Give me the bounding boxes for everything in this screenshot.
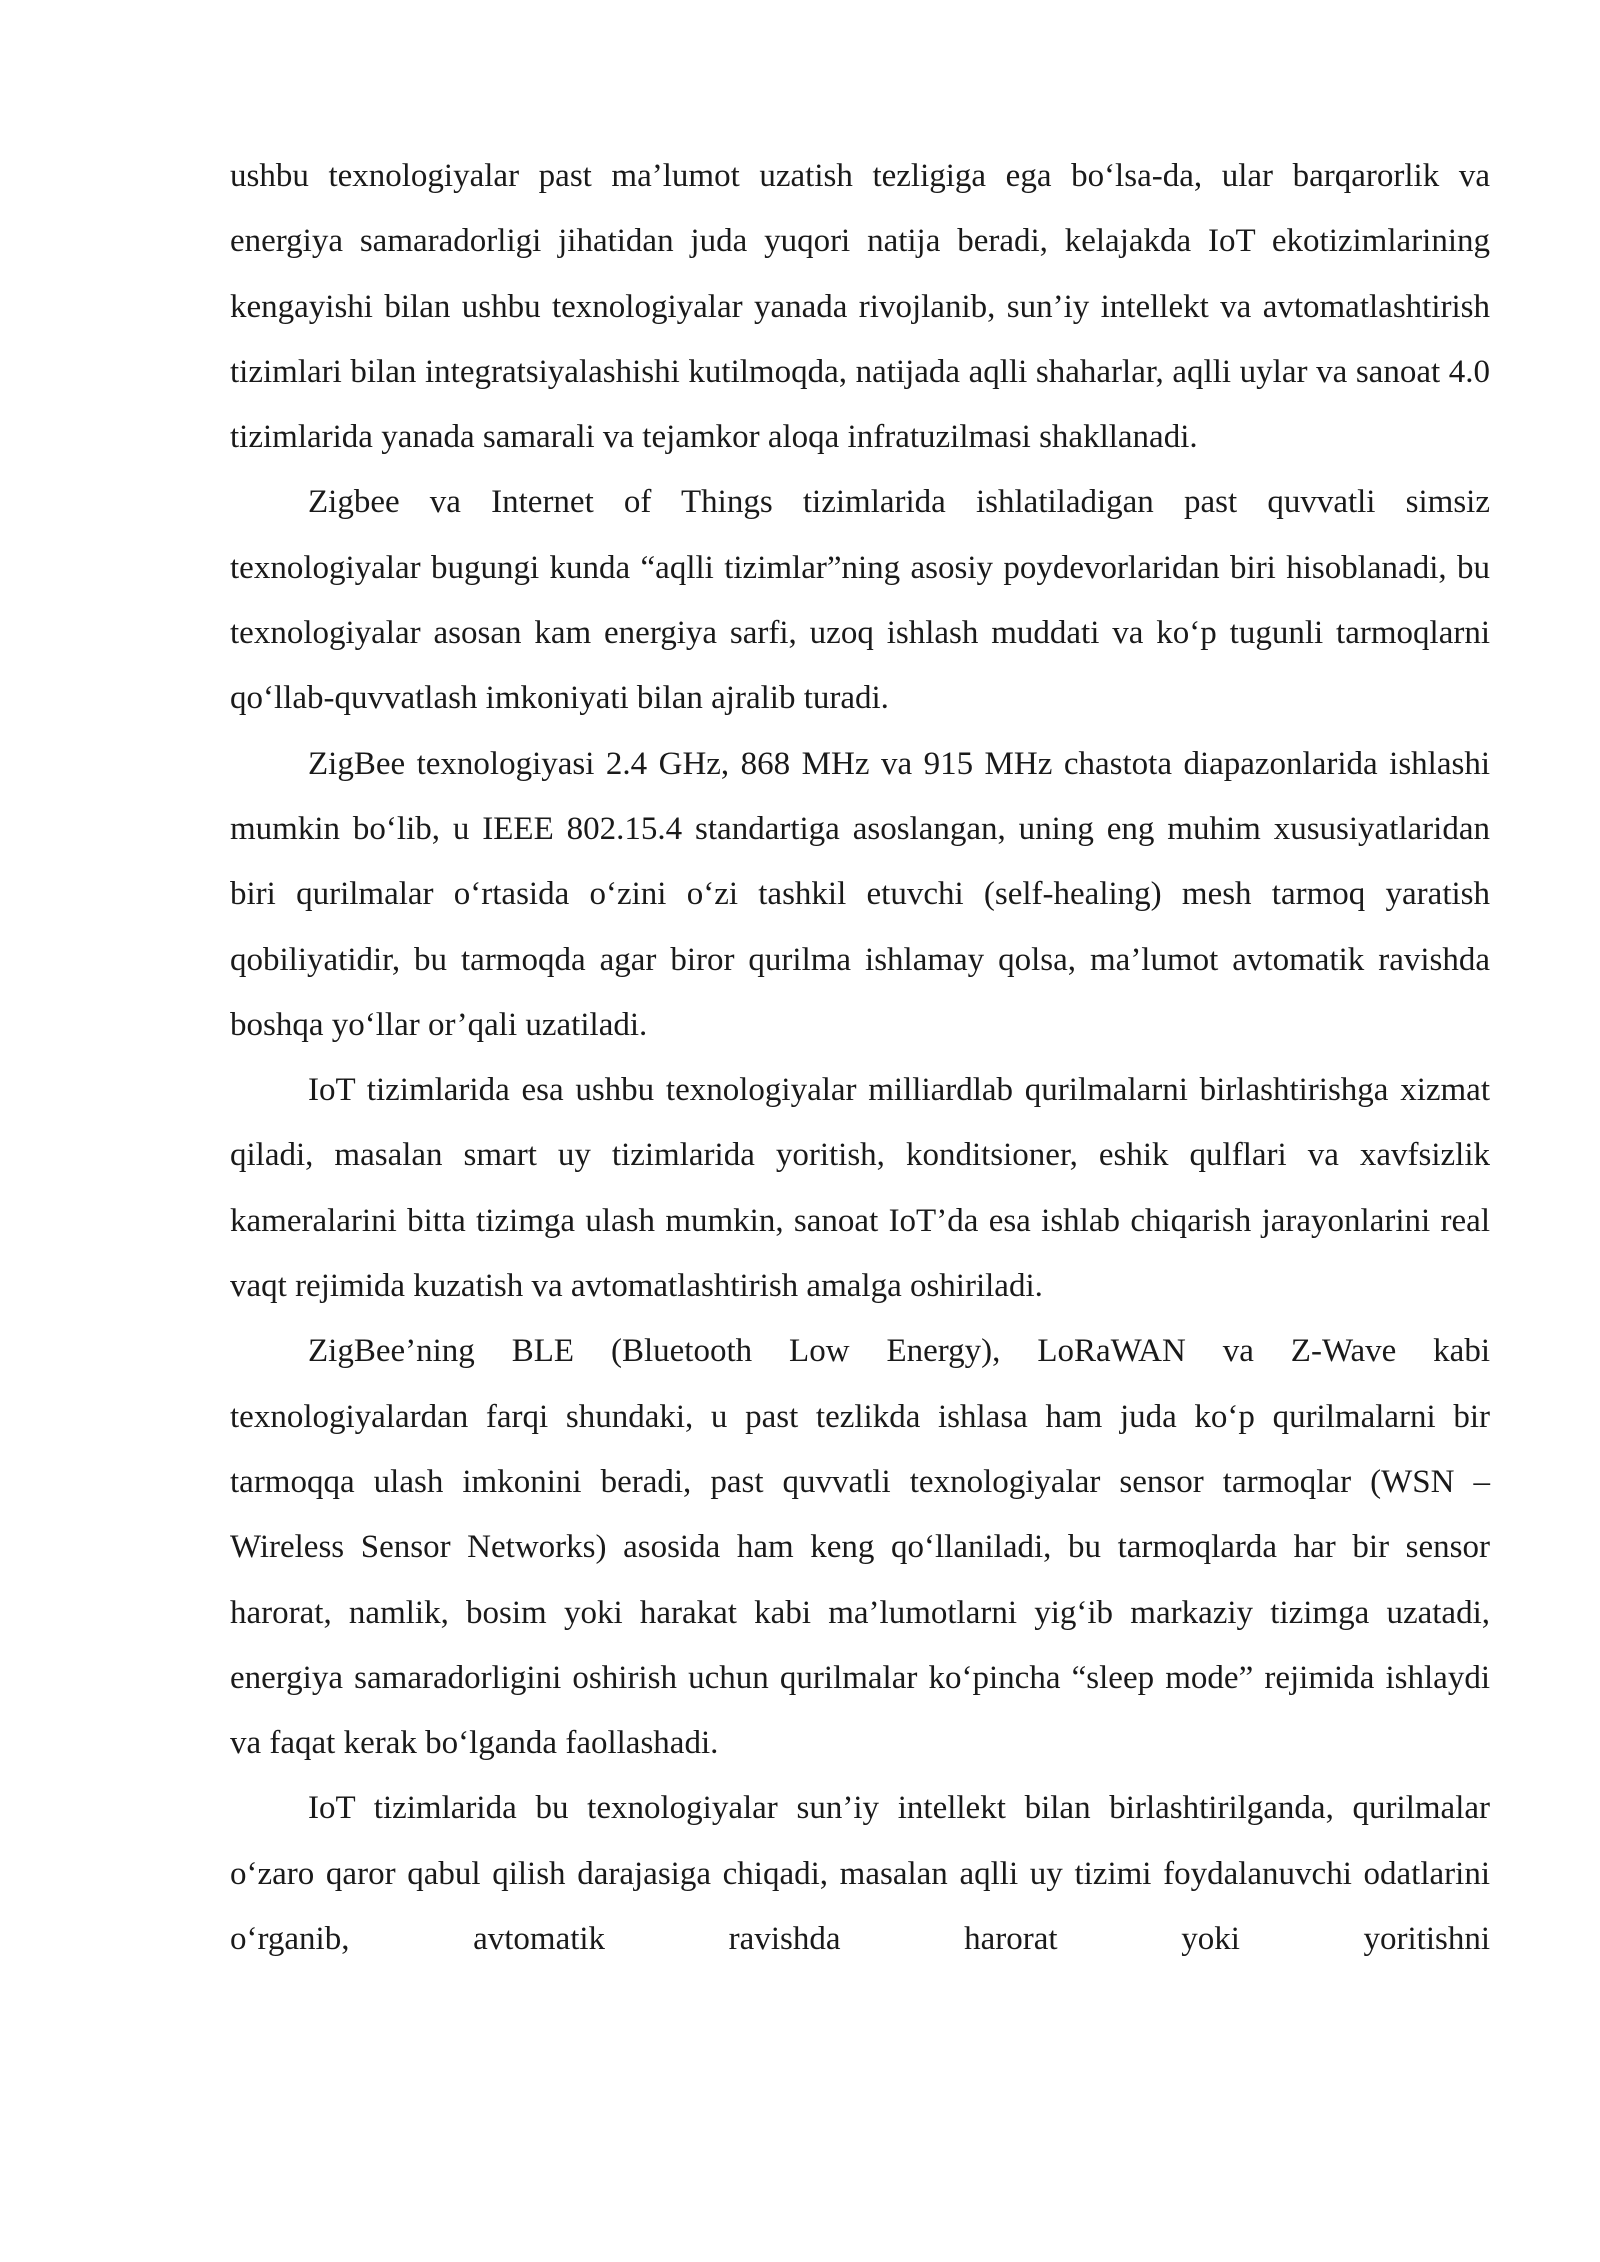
paragraph-6: IoT tizimlarida bu texnologiyalar sun’iy intellekt bilan birlashtirilganda, qurilmalar o‘zaro qaror qabul qilish darajasiga chiqadi, masalan aqlli uy tizimi foydalanuvchi odatlarini o‘rganib, avtomatik ravishda harorat yoki yoritishni [230, 1790, 1490, 1958]
paragraph-4: IoT tizimlarida esa ushbu texnologiyalar milliardlab qurilmalarni birlashtirishga xizmat qiladi, masalan smart uy tizimlarida yoritish, konditsioner, eshik qulflari va xavfsizlik kameralarini bitta tizimga ulash mumkin, sanoat IoT’da esa ishlab chiqarish jarayonlarini real vaqt rejimida kuzatish va avtomatlashtirish amalga oshiriladi. [230, 1072, 1490, 1305]
paragraph-1: ushbu texnologiyalar past ma’lumot uzatish tezligiga ega bo‘lsa-da, ular barqarorlik va energiya samaradorligi jihatidan juda yuqori natija beradi, kelajakda IoT ekotizimlarining kengayishi bilan ushbu texnologiyalar yanada rivojlanib, sun’iy intellekt va avtomatlashtirish tizimlari bilan integratsiyalashishi kutilmoqda, natijada aqlli shaharlar, aqlli uylar va sanoat 4.0 tizimlarida yanada samarali va tejamkor aloqa infratuzilmasi shakllanadi. [230, 158, 1490, 456]
paragraph-5: ZigBee’ning BLE (Bluetooth Low Energy), LoRaWAN va Z-Wave kabi texnologiyalardan farqi shundaki, u past tezlikda ishlasa ham juda ko‘p qurilmalarni bir tarmoqqa ulash imkonini beradi, past quvvatli texnologiyalar sensor tarmoqlar (WSN – Wireless Sensor Networks) asosida ham keng qo‘llaniladi, bu tarmoqlarda har bir sensor harorat, namlik, bosim yoki harakat kabi ma’lumotlarni yig‘ib markaziy tizimga uzatadi, energiya samaradorligini oshirish uchun qurilmalar ko‘pincha “sleep mode” rejimida ishlaydi va faqat kerak bo‘lganda faollashadi. [230, 1333, 1490, 1762]
paragraph-3: ZigBee texnologiyasi 2.4 GHz, 868 MHz va 915 MHz chastota diapazonlarida ishlashi mumkin bo‘lib, u IEEE 802.15.4 standartiga asoslangan, uning eng muhim xususiyatlaridan biri qurilmalar o‘rtasida o‘zini o‘zi tashkil etuvchi (self-healing) mesh tarmoq yaratish qobiliyatidir, bu tarmoqda agar biror qurilma ishlamay qolsa, ma’lumot avtomatik ravishda boshqa yo‘llar or’qali uzatiladi. [230, 745, 1490, 1043]
body-text [230, 144, 1490, 1972]
paragraph-2: Zigbee va Internet of Things tizimlarida ishlatiladigan past quvvatli simsiz texnologiyalar bugungi kunda “aqlli tizimlar”ning asosiy poydevorlaridan biri hisoblanadi, bu texnologiyalar asosan kam energiya sarfi, uzoq ishlash muddati va ko‘p tugunli tarmoqlarni qo‘llab-quvvatlash imkoniyati bilan ajralib turadi. [230, 484, 1490, 717]
